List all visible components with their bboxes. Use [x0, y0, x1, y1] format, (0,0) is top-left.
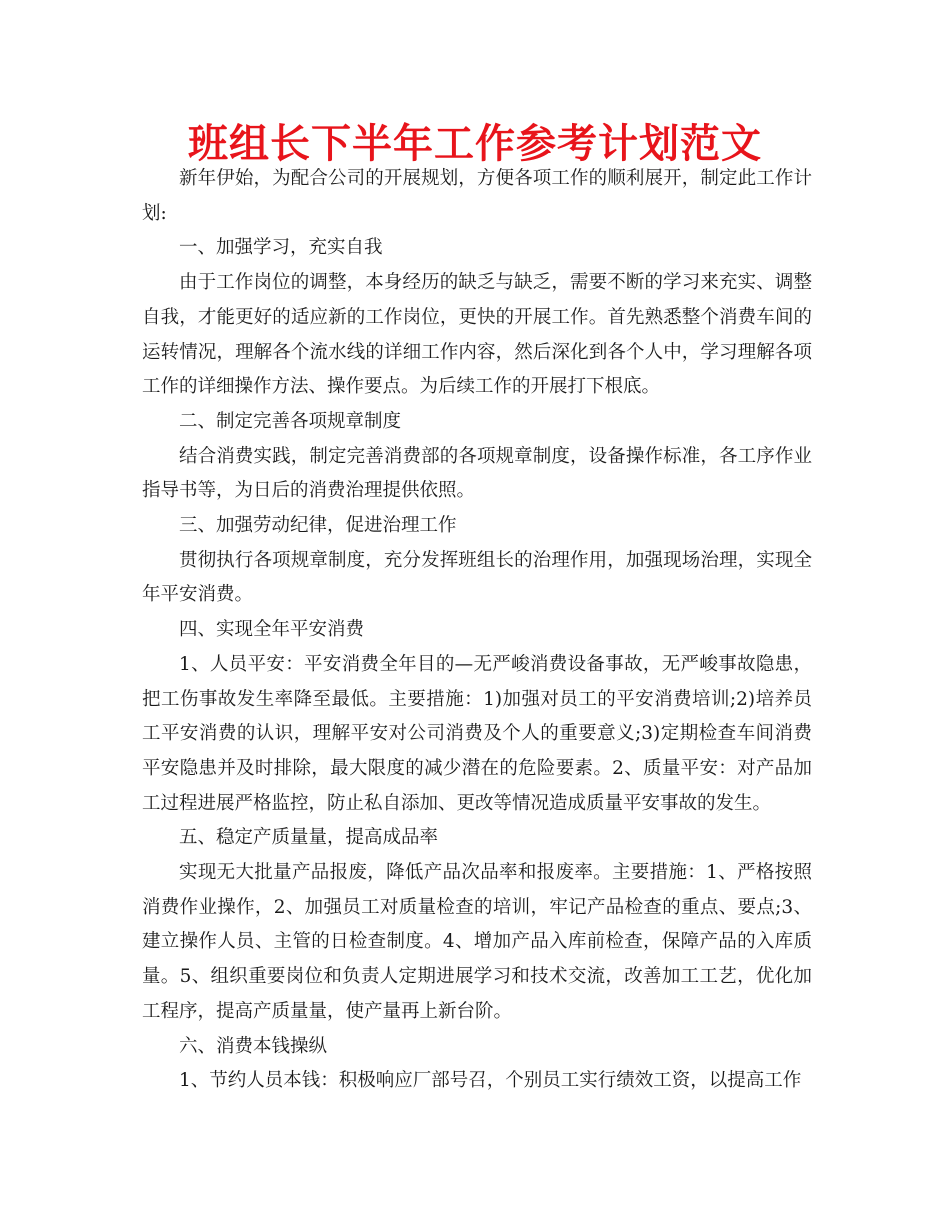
section-paragraph-6: 1、节约人员本钱：积极响应厂部号召，个别员工实行绩效工资，以提高工作	[179, 1070, 802, 1092]
section-paragraph-1: 由于工作岗位的调整，本身经历的缺乏与缺乏，需要不断的学习来充实、调整自我，才能更好的适应新的工作岗位，更快的开展工作。首先熟悉整个消费车间的运转情况，理解各个流水线的详细工作内容，然后深化到各个人中，学习理解各项工作的详细操作方法、操作要点。为后续工作的开展打下根底。	[142, 272, 812, 398]
document-title: 班组长下半年工作参考计划范文	[188, 121, 762, 167]
document-body	[142, 162, 812, 1099]
section-paragraph-4: 1、人员平安：平安消费全年目的—无严峻消费设备事故，无严峻事故隐患，把工伤事故发生率降至最低。主要措施：1)加强对员工的平安消费培训;2)培养员工平安消费的认识，理解平安对公司消费及个人的重要意义;3)定期检查车间消费平安隐患并及时排除，最大限度的减少潜在的危险要素。2、质量平安：对产品加工过程进展严格监控，防止私自添加、更改等情况造成质量平安事故的发生。	[142, 653, 812, 814]
section-paragraph-5: 实现无大批量产品报废，降低产品次品率和报废率。主要措施：1、严格按照消费作业操作，2、加强员工对质量检查的培训，牢记产品检查的重点、要点;3、建立操作人员、主管的日检查制度。4、增加产品入库前检查，保障产品的入库质量。5、组织重要岗位和负责人定期进展学习和技术交流，改善加工工艺，优化加工程序，提高产质量量，使产量再上新台阶。	[142, 862, 812, 1022]
section-heading-1: 一、加强学习，充实自我	[179, 237, 383, 259]
section-paragraph-3: 贯彻执行各项规章制度，充分发挥班组长的治理作用，加强现场治理，实现全年平安消费。	[142, 549, 812, 606]
section-paragraph-2: 结合消费实践，制定完善消费部的各项规章制度，设备操作标准，各工序作业指导书等，为日后的消费治理提供依照。	[142, 445, 812, 502]
section-heading-6: 六、消费本钱操纵	[179, 1035, 328, 1057]
section-heading-4: 四、实现全年平安消费	[179, 619, 365, 641]
intro-paragraph: 新年伊始，为配合公司的开展规划，方便各项工作的顺利展开，制定此工作计划:	[142, 168, 812, 224]
section-heading-3: 三、加强劳动纪律，促进治理工作	[179, 515, 457, 537]
section-heading-2: 二、制定完善各项规章制度	[179, 410, 402, 432]
section-heading-5: 五、稳定产质量量，提高成品率	[179, 827, 439, 849]
